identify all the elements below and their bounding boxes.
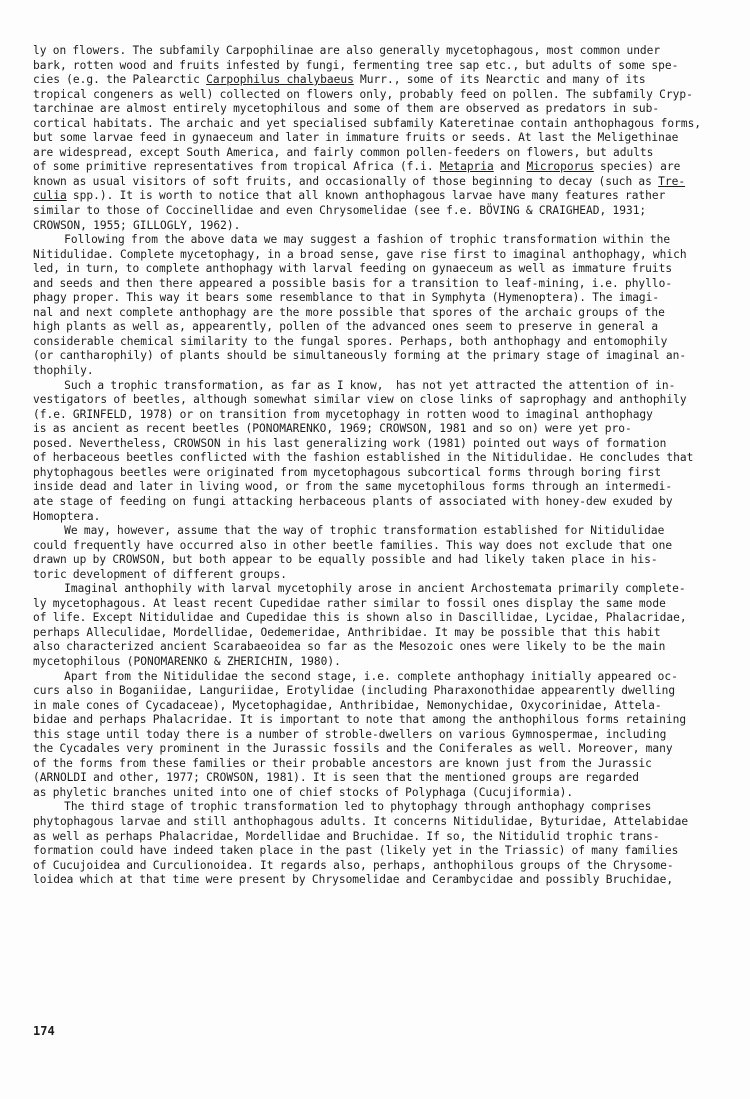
text-line: bidae and perhaps Phalacridae. It is important to note that among the anthophilous forms retaining bbox=[33, 713, 687, 727]
text-line: of the forms from these families or their probable ancestors are known just from the Jurassic bbox=[33, 756, 652, 770]
text-line: curs also in Boganiidae, Languriidae, Erotylidae (including Pharaxonothidae appearently dwelling bbox=[33, 684, 676, 698]
paragraph bbox=[33, 233, 717, 378]
paragraph bbox=[33, 379, 717, 524]
text-line: ly on flowers. The subfamily Carpophilinae are also generally mycetophagous, most common under bbox=[33, 44, 661, 57]
text-line: Such a trophic transformation, as far as I know, has not yet attracted the attention of in- bbox=[33, 378, 676, 392]
text-line: as phyletic branches united into one of chief stocks of Polyphaga (Cucujiformia). bbox=[33, 785, 574, 799]
text-line: Apart from the Nitidulidae the second stage, i.e. complete anthophagy initially appeared oc- bbox=[33, 669, 678, 683]
paragraph bbox=[33, 582, 717, 669]
text-line: is as ancient as recent beetles (PONOMARENKO, 1969; CROWSON, 1981 and so on) were yet pro- bbox=[33, 422, 632, 436]
text-line: tarchinae are almost entirely mycetophilous and some of them are observed as predators in sub- bbox=[33, 102, 660, 116]
text-line: and seeds and then there appeared a possible basis for a transition to leaf-mining, i.e. phyllo- bbox=[33, 276, 673, 290]
text-line: known as usual visitors of soft fruits, and occasionally of those beginning to decay (such as Tre- bbox=[33, 174, 686, 188]
text-line: The third stage of trophic transformation led to phytophagy through anthophagy comprises bbox=[33, 800, 652, 814]
text-line: in male cones of Cycadaceae), Mycetophagidae, Anthribidae, Nemonychidae, Oxycorinidae, Attela- bbox=[33, 698, 662, 712]
text-line: similar to those of Coccinellidae and even Chrysomelidae (see f.e. BÖVING & CRAIGHEAD, 1931; bbox=[33, 204, 647, 218]
text-line: perhaps Alleculidae, Mordellidae, Oedemeridae, Anthribidae. It may be possible that this habit bbox=[33, 625, 661, 639]
text-line: Following from the above data we may suggest a fashion of trophic transformation within the bbox=[33, 233, 671, 247]
text-line: bark, rotten wood and fruits infested by fungi, fermenting tree sap etc., but adults of some spe- bbox=[33, 58, 679, 72]
text-line: cies (e.g. the Palearctic Carpophilus chalybaeus Murr., some of its Nearctic and many of its bbox=[33, 73, 646, 87]
text-line: also characterized ancient Scarabaeoidea so far as the Mesozoic ones were likely to be the main bbox=[33, 640, 666, 654]
text-line: cortical habitats. The archaic and yet specialised subfamily Kateretinae contain anthophagous forms, bbox=[33, 116, 702, 130]
text-line: posed. Nevertheless, CROWSON in his last generalizing work (1981) pointed out ways of formation bbox=[33, 436, 667, 450]
text-line: of Cucujoidea and Curculionoidea. It regards also, perhaps, anthophilous groups of the Chrysome- bbox=[33, 858, 674, 872]
text-line: thophily. bbox=[33, 364, 94, 378]
text-line: inside dead and later in living wood, or from the same mycetophilous forms through an intermedi- bbox=[33, 480, 673, 494]
text-line: could frequently have occurred also in other beetle families. This way does not exclude that one bbox=[33, 538, 673, 552]
text-line: of herbaceous beetles conflicted with the fashion established in the Nitidulidae. He concludes that bbox=[33, 451, 694, 465]
text-line: high plants as well as, appearently, pollen of the advanced ones seem to preserve in general a bbox=[33, 320, 659, 334]
page-number: 174 bbox=[33, 1024, 55, 1038]
text-line: We may, however, assume that the way of trophic transformation established for Nitidulidae bbox=[33, 524, 665, 538]
text-line: of some primitive representatives from tropical Africa (f.i. Metapria and Microporus species) are bbox=[33, 160, 681, 174]
paragraph bbox=[33, 44, 717, 233]
text-line: ly mycetophagous. At least recent Cupedidae rather similar to fossil ones display the same mode bbox=[33, 596, 666, 610]
text-line: loidea which at that time were present by Chrysomelidae and Cerambycidae and possibly Bruchidae, bbox=[33, 873, 674, 887]
text-line: mycetophilous (PONOMARENKO & ZHERICHIN, 1980). bbox=[33, 654, 341, 668]
paragraph bbox=[33, 800, 717, 887]
text-line: tropical congeners as well) collected on flowers only, probably feed on pollen. The subfamily Cryp- bbox=[33, 87, 693, 101]
text-line: considerable chemical similarity to the fungal spores. Perhaps, both anthophagy and entomophily bbox=[33, 334, 668, 348]
paragraph bbox=[33, 524, 717, 582]
text-line: nal and next complete anthophagy are the more possible that spores of the archaic groups of the bbox=[33, 305, 665, 319]
text-line: are widespread, except South America, and fairly common pollen-feeders on flowers, but adults bbox=[33, 145, 654, 159]
body-text bbox=[33, 44, 717, 888]
paragraph bbox=[33, 670, 717, 801]
text-line: led, in turn, to complete anthophagy with larval feeding on gynaeceum as well as immature fruits bbox=[33, 262, 673, 276]
text-line: vestigators of beetles, although somewhat similar view on close links of saprophagy and anthophily bbox=[33, 393, 687, 407]
text-line: this stage until today there is a number of stroble-dwellers on various Gymnospermae, including bbox=[33, 727, 667, 741]
text-line: phytophagous beetles were originated from mycetophagous subcortical forms through boring first bbox=[33, 465, 662, 479]
text-line: ate stage of feeding on fungi attacking herbaceous plants of associated with honey-dew exuded by bbox=[33, 494, 673, 508]
text-line: (f.e. GRINFELD, 1978) or on transition from mycetophagy in rotten wood to imaginal anthophagy bbox=[33, 407, 653, 421]
text-line: Nitidulidae. Complete mycetophagy, in a broad sense, gave rise first to imaginal anthophagy, which bbox=[33, 247, 687, 261]
text-line: (ARNOLDI and other, 1977; CROWSON, 1981). It is seen that the mentioned groups are regarded bbox=[33, 771, 639, 785]
text-line: CROWSON, 1955; GILLOGLY, 1962). bbox=[33, 218, 241, 232]
text-line: phagy proper. This way it bears some resemblance to that in Symphyta (Hymenoptera). The imagi- bbox=[33, 291, 660, 305]
text-line: (or cantharophily) of plants should be simultaneously forming at the primary stage of imaginal an- bbox=[33, 349, 687, 363]
text-line: culia spp.). It is worth to notice that all known anthophagous larvae have many features rather bbox=[33, 189, 666, 203]
text-line: the Cycadales very prominent in the Jurassic fossils and the Coniferales as well. Moreover, many bbox=[33, 742, 673, 756]
text-line: of life. Except Nitidulidae and Cupedidae this is shown also in Dascillidae, Lycidae, Phalacridae, bbox=[33, 611, 687, 625]
text-line: drawn up by CROWSON, but both appear to be equally possible and had likely taken place in his- bbox=[33, 553, 658, 567]
text-line: formation could have indeed taken place in the past (likely yet in the Triassic) of many families bbox=[33, 844, 679, 858]
text-line: Homoptera. bbox=[33, 509, 101, 523]
text-line: Imaginal anthophily with larval mycetophily arose in ancient Archostemata primarily complete- bbox=[33, 582, 686, 596]
text-line: phytophagous larvae and still anthophagous adults. It concerns Nitidulidae, Byturidae, Attelabidae bbox=[33, 814, 689, 828]
text-line: but some larvae feed in gynaeceum and later in immature fruits or seeds. At last the Meligethinae bbox=[33, 131, 679, 145]
text-line: as well as perhaps Phalacridae, Mordellidae and Bruchidae. If so, the Nitidulid trophic trans- bbox=[33, 829, 660, 843]
text-line: toric development of different groups. bbox=[33, 567, 287, 581]
